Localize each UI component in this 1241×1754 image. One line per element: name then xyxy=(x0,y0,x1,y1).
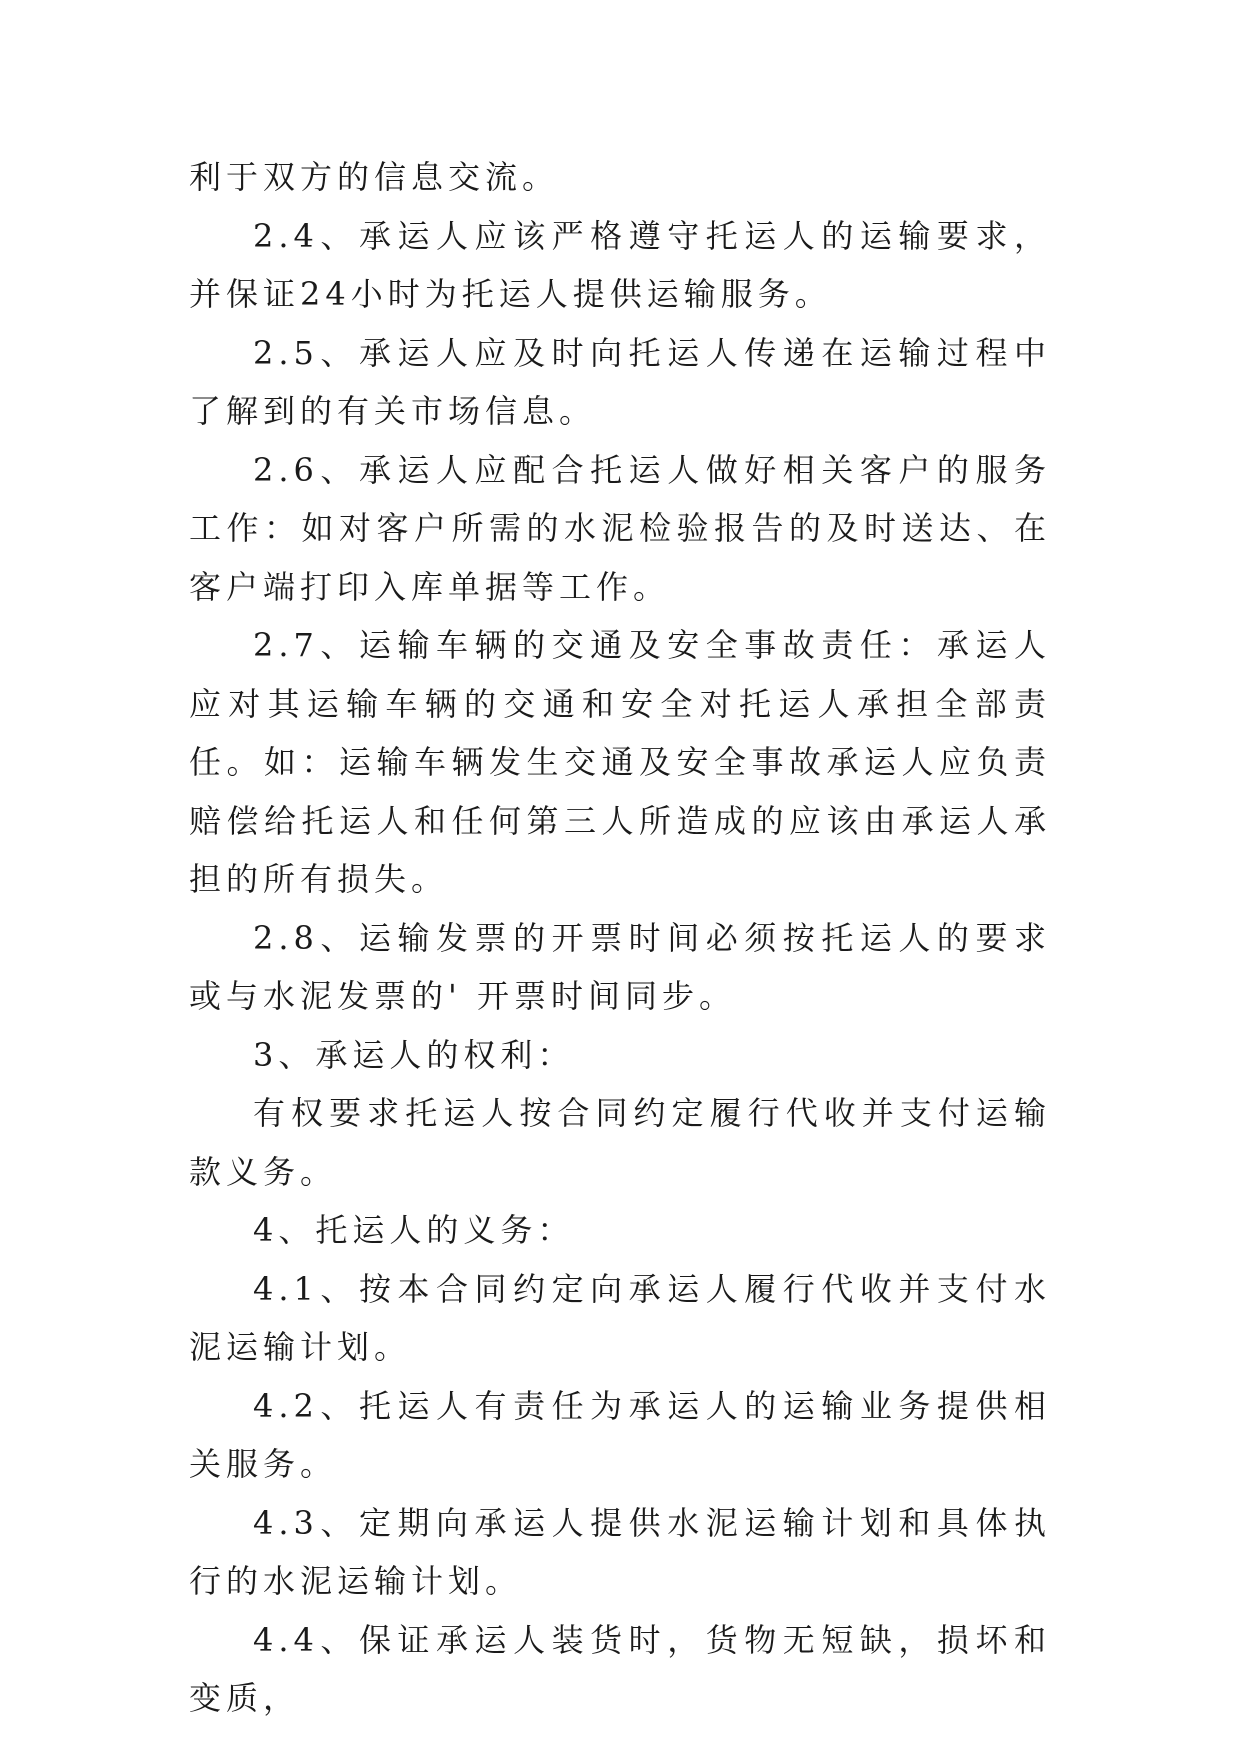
heading-shipper-obligations: 4、托运人的义务： xyxy=(253,1211,575,1249)
paragraph-2-6: 2.6、承运人应配合托运人做好相关客户的服务工作：如对客户所需的水泥检验报告的及时送达、在客户端打印入库单据等工作。 xyxy=(189,450,1051,606)
paragraph-2-4: 2.4、承运人应该严格遵守托运人的运输要求，并保证24小时为托运人提供运输服务。 xyxy=(189,216,1051,313)
paragraph-carrier-rights: 有权要求托运人按合同约定履行代收并支付运输款义务。 xyxy=(189,1094,1051,1191)
paragraph-2-8: 2.8、运输发票的开票时间必须按托运人的要求或与水泥发票的' 开票时间同步。 xyxy=(189,918,1051,1015)
body-text xyxy=(189,148,1051,1728)
paragraph-2-5: 2.5、承运人应及时向托运人传递在运输过程中了解到的有关市场信息。 xyxy=(189,333,1051,430)
paragraph: 利于双方的信息交流。 xyxy=(189,158,560,196)
paragraph-4-2: 4.2、托运人有责任为承运人的运输业务提供相关服务。 xyxy=(189,1386,1051,1483)
heading-carrier-rights: 3、承运人的权利： xyxy=(253,1035,575,1074)
paragraph-4-1: 4.1、按本合同约定向承运人履行代收并支付水泥运输计划。 xyxy=(189,1269,1051,1366)
paragraph-4-3: 4.3、定期向承运人提供水泥运输计划和具体执行的水泥运输计划。 xyxy=(189,1503,1051,1600)
paragraph-4-4: 4.4、保证承运人装货时，货物无短缺，损坏和变质， xyxy=(189,1620,1051,1717)
paragraph-2-7: 2.7、运输车辆的交通及安全事故责任：承运人应对其运输车辆的交通和安全对托运人承担全部责任。如：运输车辆发生交通及安全事故承运人应负责赔偿给托运人和任何第三人所造成的应该由承运人承担的所有损失。 xyxy=(189,626,1051,898)
